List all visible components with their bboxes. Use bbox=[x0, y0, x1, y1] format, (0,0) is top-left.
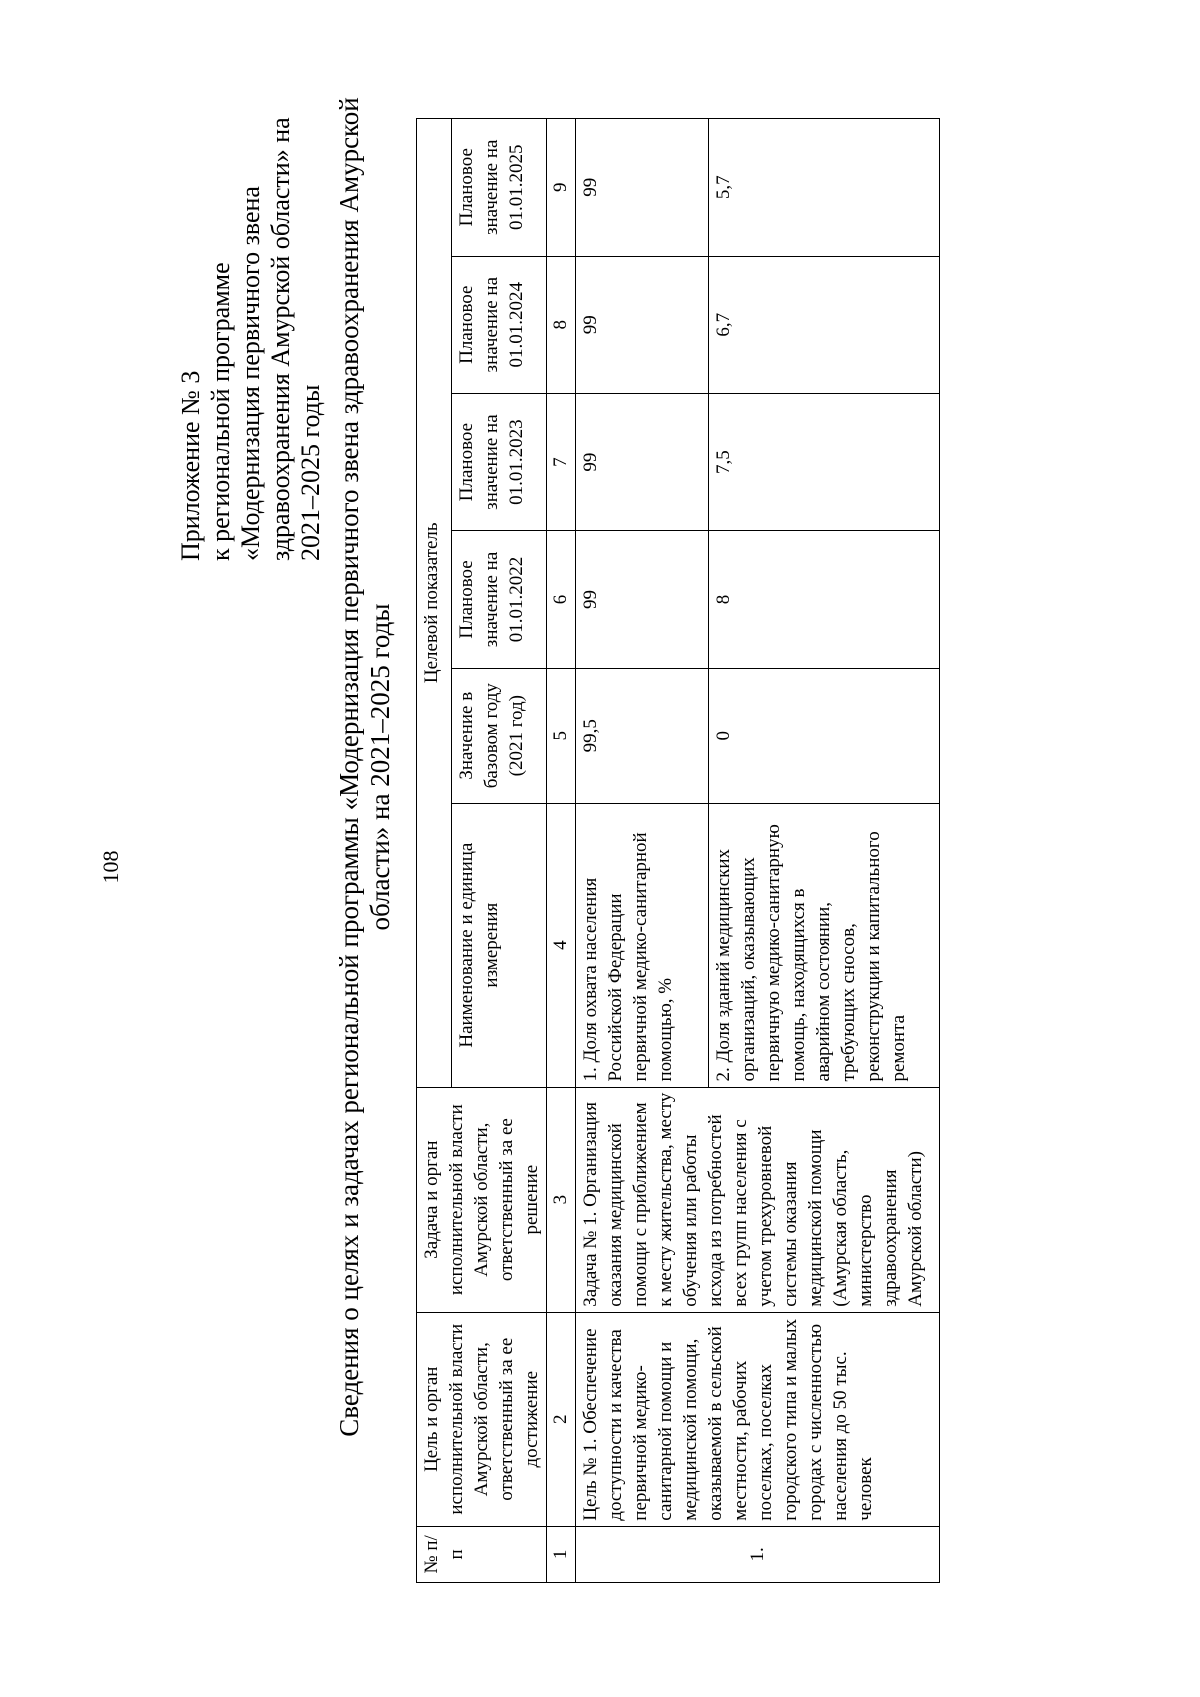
row-number: 1. bbox=[576, 1526, 940, 1582]
header-row-top bbox=[417, 119, 452, 1583]
goal-cell: Цель № 1. Обеспечение доступности и качества первичной медико-санитарной помощи и медицинской помощи, оказываемой в сельской местности, рабочих поселках, поселках городского типа и малых городах с численностью населения до 50 тыс. человек bbox=[576, 1312, 940, 1526]
title-line-2: области» на 2021–2025 годы bbox=[365, 603, 395, 931]
header-plan-2024: Плановое значение на 01.01.2024 bbox=[452, 256, 547, 393]
appendix-line: здравоохранения Амурской области» на bbox=[266, 117, 295, 561]
column-number: 9 bbox=[547, 119, 576, 257]
indicator-name: 2. Доля зданий медицинских организаций, оказывающих первичную медико-санитарную помощь, находящихся в аварийном состоянии, требующих сносов, реконструкции и капитального ремонта bbox=[709, 803, 940, 1087]
plan-2025-value: 99 bbox=[576, 119, 709, 257]
header-num: № п/п bbox=[417, 1526, 547, 1582]
title-line-1: Сведения о целях и задачах региональной программы «Модернизация первичного звена здравоохранения Амурской bbox=[334, 97, 364, 1437]
base-value: 0 bbox=[709, 668, 940, 803]
appendix-line: к региональной программе bbox=[206, 262, 235, 561]
plan-2024-value: 6,7 bbox=[709, 256, 940, 393]
goals-table bbox=[416, 118, 940, 1583]
header-plan-2022: Плановое значение на 01.01.2022 bbox=[452, 531, 547, 668]
appendix-header bbox=[176, 91, 326, 561]
plan-2022-value: 8 bbox=[709, 531, 940, 668]
column-number: 8 bbox=[547, 256, 576, 393]
base-value: 99,5 bbox=[576, 668, 709, 803]
column-number-row bbox=[547, 119, 576, 1583]
plan-2024-value: 99 bbox=[576, 256, 709, 393]
header-indicator-name: Наименование и единица измерения bbox=[452, 803, 547, 1087]
header-plan-2023: Плановое значение на 01.01.2023 bbox=[452, 393, 547, 530]
column-number: 4 bbox=[547, 803, 576, 1087]
plan-2023-value: 7,5 bbox=[709, 393, 940, 530]
plan-2023-value: 99 bbox=[576, 393, 709, 530]
column-number: 6 bbox=[547, 531, 576, 668]
plan-2025-value: 5,7 bbox=[709, 119, 940, 257]
column-number: 5 bbox=[547, 668, 576, 803]
appendix-line: «Модернизация первичного звена bbox=[236, 186, 265, 561]
page-number: 108 bbox=[98, 850, 123, 884]
column-number: 7 bbox=[547, 393, 576, 530]
header-plan-2025: Плановое значение на 01.01.2025 bbox=[452, 119, 547, 257]
appendix-line: 2021–2025 годы bbox=[296, 384, 325, 561]
task-cell: Задача № 1. Организация оказания медицинской помощи с приближением к месту жительства, месту обучения или работы исхода из потребностей всех групп населения с учетом трехуровневой системы оказания медицинской помощи (Амурская область, министерство здравоохранения Амурской области) bbox=[576, 1087, 940, 1312]
plan-2022-value: 99 bbox=[576, 531, 709, 668]
header-goal: Цель и орган исполнительной власти Амурской области, ответственный за ее достижение bbox=[417, 1312, 547, 1526]
document-title bbox=[334, 17, 396, 1517]
header-target-indicator: Целевой показатель bbox=[417, 119, 452, 1088]
column-number: 1 bbox=[547, 1526, 576, 1582]
header-base-value: Значение в базовом году (2021 год) bbox=[452, 668, 547, 803]
indicator-name: 1. Доля охвата населения Российской Федерации первичной медико-санитарной помощью, % bbox=[576, 803, 709, 1087]
appendix-line: Приложение № 3 bbox=[176, 370, 205, 561]
table-row-indicator-1 bbox=[576, 119, 709, 1583]
column-number: 3 bbox=[547, 1087, 576, 1312]
column-number: 2 bbox=[547, 1312, 576, 1526]
header-task: Задача и орган исполнительной власти Амурской области, ответственный за ее решение bbox=[417, 1087, 547, 1312]
